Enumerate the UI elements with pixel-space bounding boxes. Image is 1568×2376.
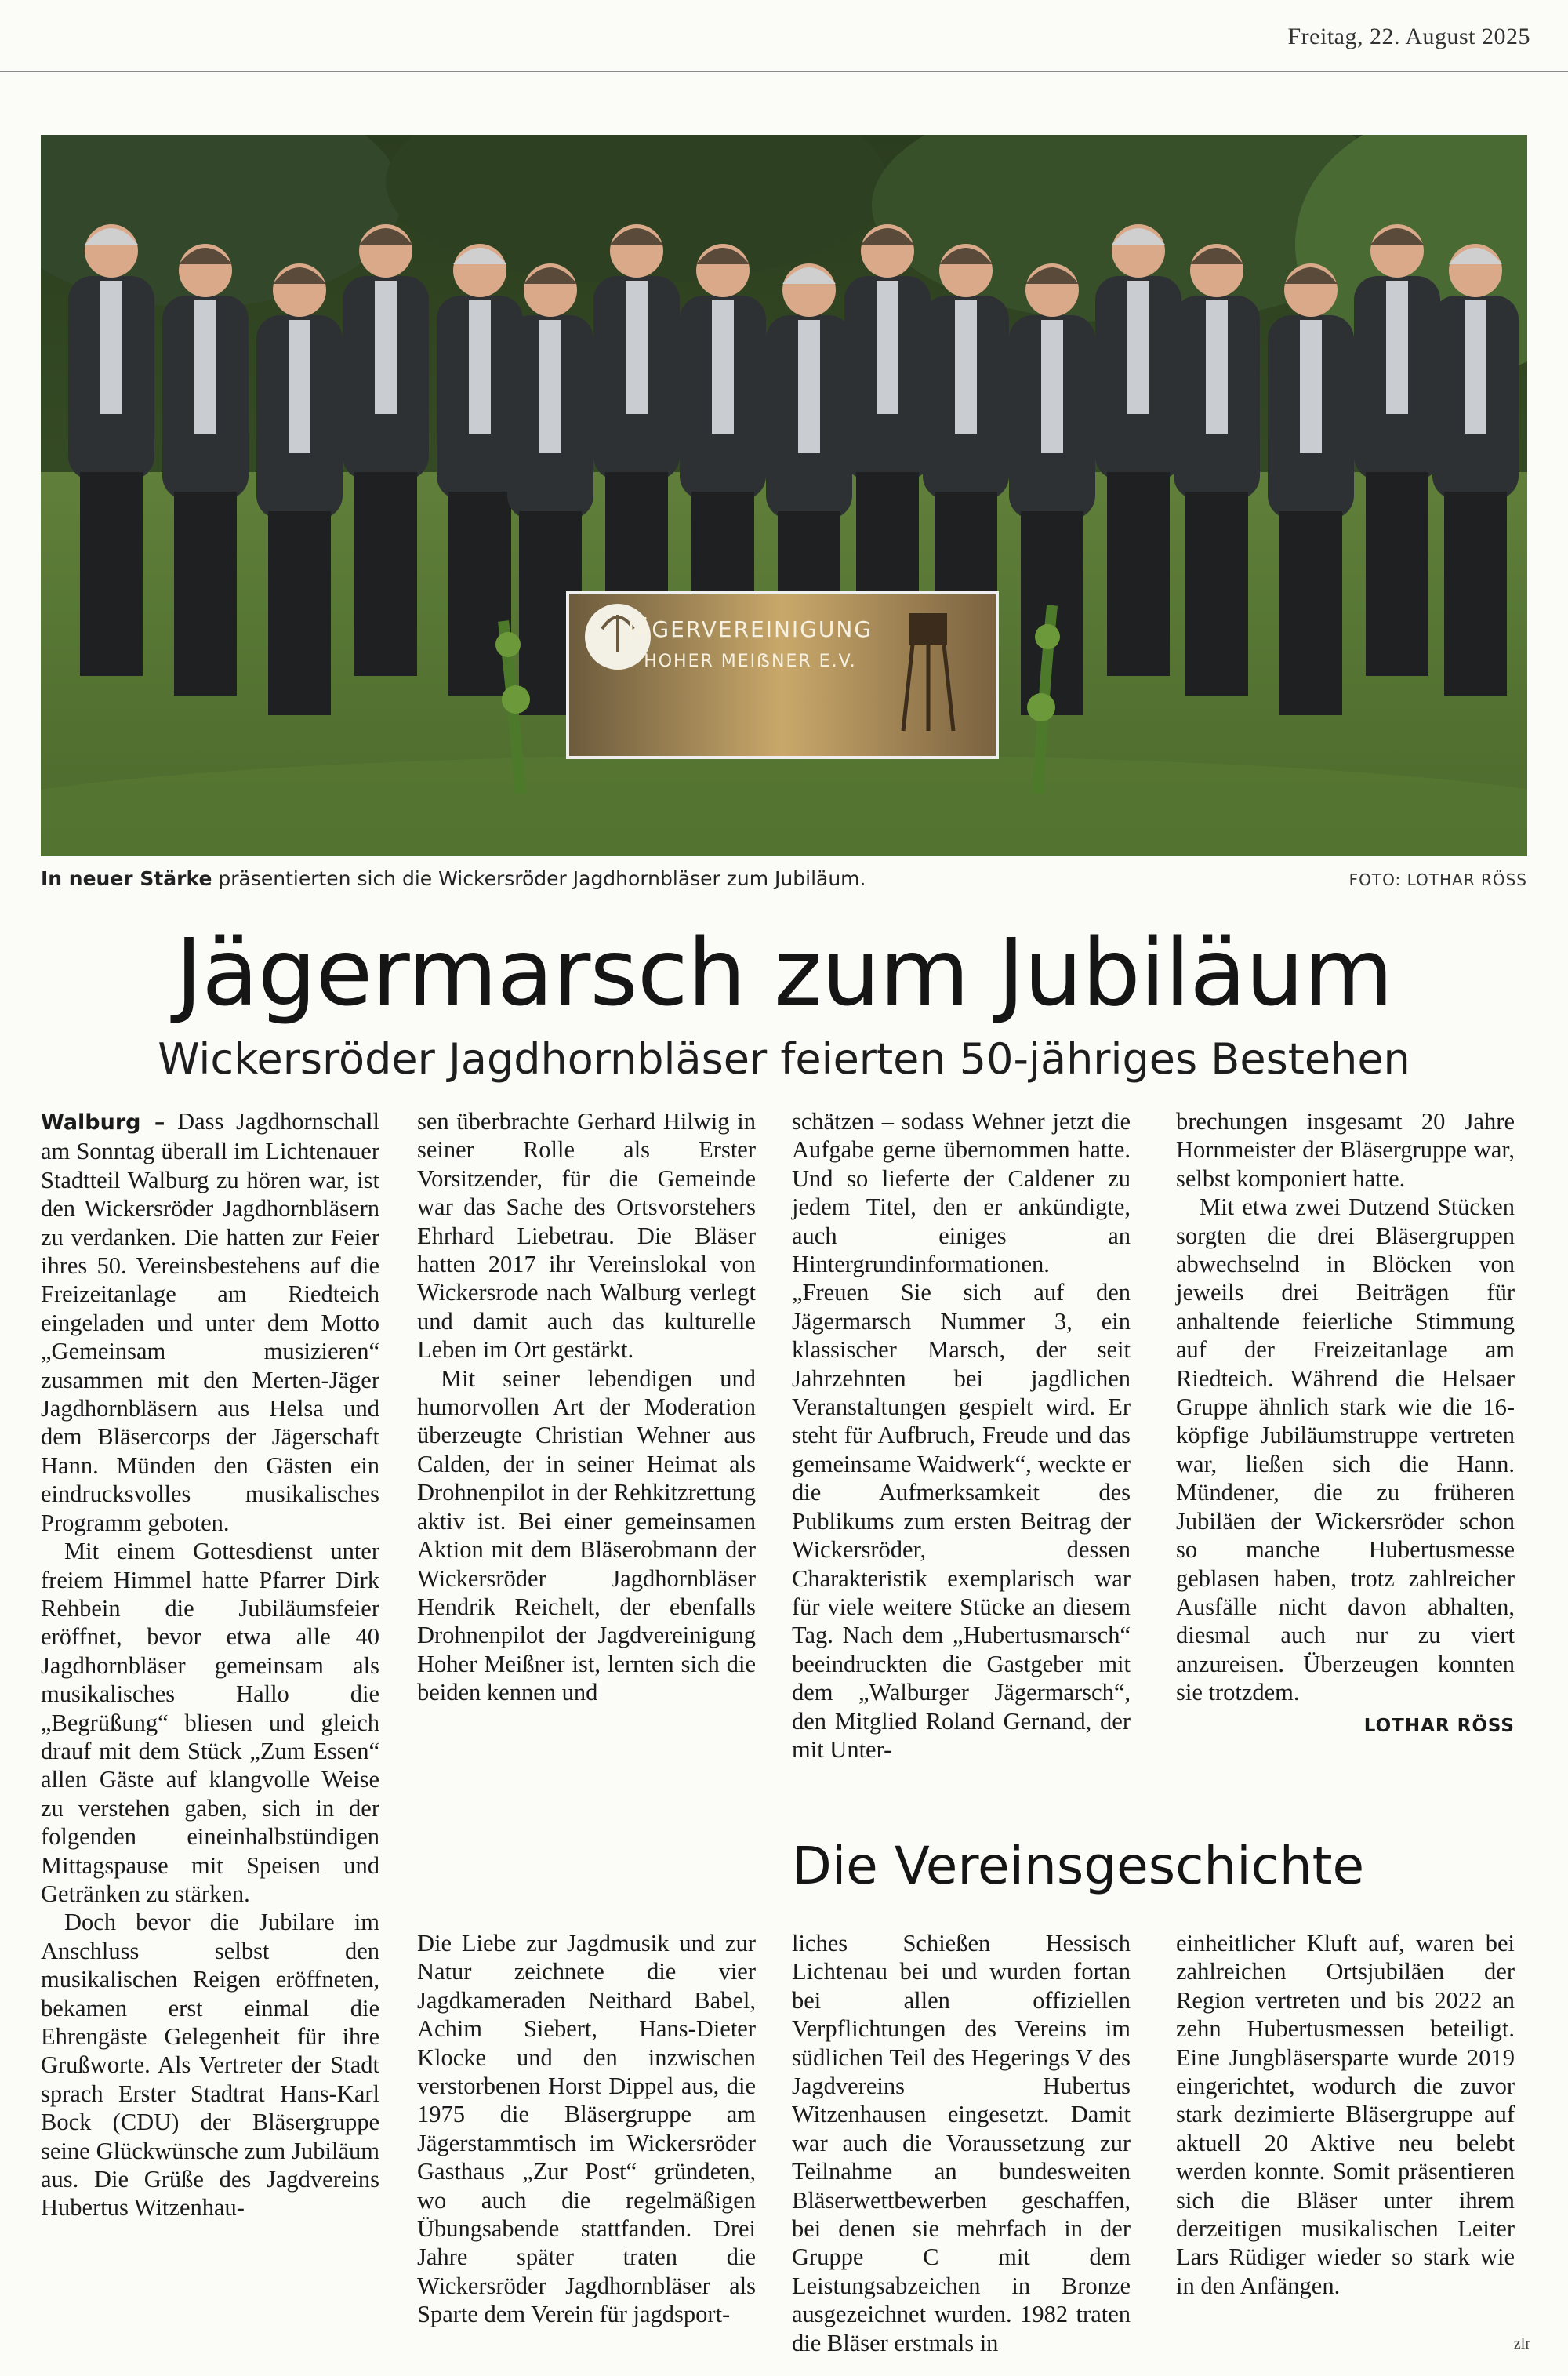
banner-text-line2: HOHER MEIẞNER E.V.: [644, 652, 857, 671]
paragraph-text: Dass Jagdhornschall am Sonntag überall im Lichtenauer Stadtteil Walburg zu hören war, ist den Wickersröder Jagdhornbläsern zu verdanken. Die hatten zur Feier ihres 50. Vereinsbestehens auf die Freizeitanlage am Riedteich eingeladen und unter dem Motto „Gemeinsam musizieren“ zusammen mit den Merten-Jäger Jagdhornbläsern aus Helsa und dem Bläsercorps der Jägerschaft Hann. Münden den Gästen ein eindrucksvolles musikalisches Programm geboten.: [41, 1108, 379, 1536]
paragraph: liches Schießen Hessisch Lichtenau bei und wurden fortan bei allen offiziellen Verpflichtungen des Vereins im südlichen Teil des Hegerings V des Jagdvereins Hubertus Witzenhausen eingesetzt. Damit war auch die Voraussetzung zur Teilnahme an bundesweiten Bläserwettbewerben geschaffen, bei denen sie mehrfach in der Gruppe C mit dem Leistungsabzeichen in Bronze ausgezeichnet wurden. 1982 traten die Bläser erstmals in: [792, 1930, 1131, 2356]
paragraph: „Freuen Sie sich auf den Jägermarsch Nummer 3, ein klassischer Marsch, der seit Jahrzehnten bei jagdlichen Veranstaltungen gespielt wird. Er steht für Aufbruch, Freude und das gemeinsame Waidwerk“, weckte er die Aufmerksamkeit des Publikums zum ersten Beitrag der Wickersröder, dessen Charakteristik exemplarisch war für viele weitere Stücke an diesem Tag. Nach dem „Hubertusmarsch“ beeindruckten die Gastgeber mit dem „Walburger Jägermarsch“, den Mitglied Roland Gernand, der mit Unter-: [792, 1279, 1131, 1763]
paragraph: schätzen – sodass Wehner jetzt die Aufgabe gerne übernommen hatte. Und so lieferte der Caldener zu jedem Titel, den er ankündigte, auch einiges an Hintergrundinformationen.: [792, 1108, 1131, 1278]
issue-date: Freitag, 22. August 2025: [1287, 24, 1530, 49]
history-column-4: [1176, 1929, 1515, 2300]
paragraph: [41, 1107, 379, 1537]
column-2: [417, 1107, 756, 1707]
author-mark: zlr: [1513, 2335, 1530, 2352]
header-rule: [0, 71, 1568, 72]
history-heading: Die Vereinsgeschichte: [792, 1836, 1365, 1896]
author-byline: LOTHAR RÖSS: [1363, 1715, 1515, 1736]
history-column-3: [792, 1929, 1131, 2357]
paragraph: Mit etwa zwei Dutzend Stücken sorgten die drei Bläsergruppen abwechselnd in Blöcken von jeweils drei Beiträgen für anhaltende feierliche Stimmung auf der Freizeitanlage am Riedteich. Während die Helsaer Gruppe ähnlich stark wie die 16-köpfige Jubiläumstruppe vertreten war, ließen sich die Hann. Mündener, die zu früheren Jubiläen der Wickersröder schon so manche Hubertusmesse geblasen haben, trotz zahlreicher Ausfälle nicht davon abhalten, diesmal auch nur zu viert anzureisen. Überzeugen konnten sie trotzdem.: [1176, 1193, 1515, 1706]
history-column-2: [417, 1929, 756, 2329]
column-3: [792, 1107, 1131, 1764]
article-headline: Jägermarsch zum Jubiläum: [175, 918, 1393, 1026]
paragraph: Doch bevor die Jubilare im Anschluss selbst den musikalischen Reigen eröffneten, bekamen erst einmal die Ehrengäste Gelegenheit für ihre Grußworte. Als Vertreter der Stadt sprach Erster Stadtrat Hans-Karl Bock (CDU) der Bläsergruppe seine Glückwünsche zum Jubiläum aus. Die Grüße des Jagdvereins Hubertus Witzenhau-: [41, 1909, 379, 2222]
caption-text: präsentierten sich die Wickersröder Jagdhornbläser zum Jubiläum.: [212, 867, 866, 890]
caption-lead: In neuer Stärke: [41, 867, 212, 890]
paragraph: einheitlicher Kluft auf, waren bei zahlreichen Ortsjubiläen der Region vertreten und bis 2022 an zehn Hubertusmessen beteiligt. Eine Jungbläsersparte wurde 2019 eingerichtet, wodurch die zuvor stark dezimierte Bläsergruppe auf aktuell 20 Aktive neu belebt werden konnte. Somit präsentieren sich die Bläser unter ihrem derzeitigen musikalischen Leiter Lars Rüdiger wieder so stark wie in den Anfängen.: [1176, 1930, 1515, 2299]
dateline: Walburg –: [41, 1110, 165, 1135]
article-subheadline: Wickersröder Jagdhornbläser feierten 50-jähriges Bestehen: [158, 1034, 1410, 1084]
photo-credit: FOTO: LOTHAR RÖSS: [1348, 870, 1527, 889]
column-1: [41, 1107, 379, 2222]
paragraph: brechungen insgesamt 20 Jahre Hornmeister der Bläsergruppe war, selbst komponiert hatte.: [1176, 1108, 1515, 1192]
paragraph: sen überbrachte Gerhard Hilwig in seiner Rolle als Erster Vorsitzender, für die Gemeinde war das Sache des Ortsvorstehers Ehrhard Liebetrau. Die Bläser hatten 2017 ihr Vereinslokal von Wickersrode nach Walburg verlegt und damit auch das kulturelle Leben im Ort gestärkt.: [417, 1108, 756, 1364]
paragraph: Mit seiner lebendigen und humorvollen Art der Moderation überzeugte Christian Wehner aus Calden, der in seiner Heimat als Drohnenpilot in der Rehkitzrettung aktiv ist. Bei einer gemeinsamen Aktion mit dem Bläserobmann der Wickersröder Jagdhornbläser Hendrik Reichelt, der ebenfalls Drohnenpilot der Jagdvereinigung Hoher Meißner ist, lernten sich die beiden kennen und: [417, 1364, 756, 1706]
group-photo: [41, 135, 1527, 856]
paragraph: Mit einem Gottesdienst unter freiem Himmel hatte Pfarrer Dirk Rehbein die Jubiläumsfeier eröffnet, bevor etwa alle 40 Jagdhornbläser gemeinsam als musikalisches Hallo die „Begrüßung“ bliesen und gleich drauf mit dem Stück „Zum Essen“ allen Gäste auf klangvolle Weise zu verstehen gaben, sich in der folgenden eineinhalbstündigen Mittagspause mit Speisen und Getränken zu stärken.: [41, 1538, 379, 1907]
photo-caption: [41, 867, 1527, 899]
banner-text-line1: JÄGERVEREINIGUNG: [627, 616, 873, 642]
paragraph: Die Liebe zur Jagdmusik und zur Natur zeichnete die vier Jagdkameraden Neithard Babel, Achim Siebert, Hans-Dieter Klocke und den inzwischen verstorbenen Horst Dippel aus, die 1975 die Bläsergruppe am Jägerstammtisch im Wickersröder Gasthaus „Zur Post“ gründeten, wo auch die regelmäßigen Übungsabende stattfanden. Drei Jahre später traten die Wickersröder Jagdhornbläser als Sparte dem Verein für jagdsport-: [417, 1930, 756, 2328]
column-4: [1176, 1107, 1515, 1740]
